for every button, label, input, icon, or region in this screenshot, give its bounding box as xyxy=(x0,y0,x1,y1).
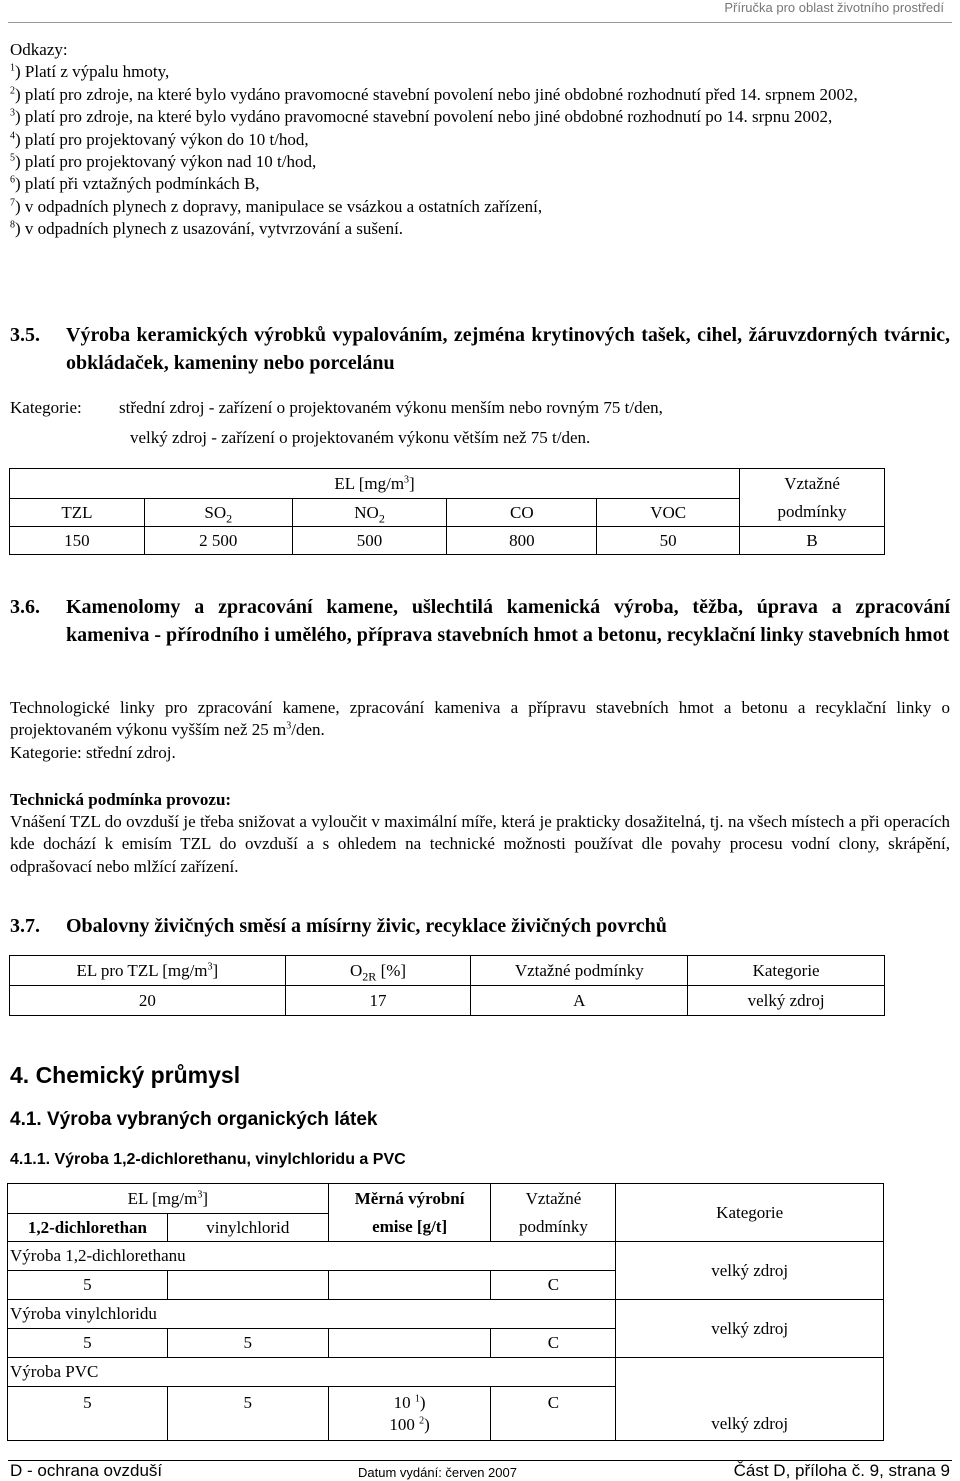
section-3-7-heading xyxy=(10,912,950,940)
chapter-4-heading: 4. Chemický průmysl xyxy=(10,1062,241,1088)
r1-dichlorethane: 5 xyxy=(8,1271,168,1300)
note-4: $^4$) platí pro projektovaný výkon do 10 t/hod, xyxy=(10,129,309,149)
r2-category: velký zdroj xyxy=(616,1300,884,1358)
r3-category: velký zdroj xyxy=(616,1358,884,1441)
r2-reference-conditions: C xyxy=(491,1329,616,1358)
col-voc: VOC xyxy=(597,499,740,527)
r1-specific-emission xyxy=(328,1271,491,1300)
note-2: $^2$) platí pro zdroje, na které bylo vydáno pravomocné stavební povolení nebo jiné obdobné rozhodnutí před 14. srpnem 2002, xyxy=(10,84,858,104)
col-no2: $NO_2$ xyxy=(292,499,447,527)
r1-reference-conditions: C xyxy=(491,1271,616,1300)
asphalt-limits-table xyxy=(9,955,885,1016)
specific-emission-header-bottom: emise [g/t] xyxy=(328,1214,491,1242)
specific-emission-header-top: Měrná výrobní xyxy=(328,1184,491,1214)
row-label-pvc: Výroba PVC xyxy=(8,1358,616,1387)
header-rule xyxy=(8,22,952,23)
el-header-cell: EL $[mg/m^3]$ xyxy=(8,1184,329,1214)
value-so2: 2 500 xyxy=(144,527,292,555)
value-voc: 50 xyxy=(597,527,740,555)
header-category: Kategorie xyxy=(688,956,885,986)
r3-dichlorethane: 5 xyxy=(8,1387,168,1441)
r1-category: velký zdroj xyxy=(616,1242,884,1300)
value-category: velký zdroj xyxy=(688,986,885,1016)
footer-date: Datum vydání: červen 2007 xyxy=(358,1465,517,1480)
col-so2: $SO_2$ xyxy=(144,499,292,527)
section-4-1-heading: 4.1. Výroba vybraných organických látek xyxy=(10,1109,378,1130)
r2-dichlorethane: 5 xyxy=(8,1329,168,1358)
section-3-6-paragraph: Technologické linky pro zpracování kamene, zpracování kameniva a přípravu stavebních hmot a betonu a recyklační linky o projektovaném výkonu vyšším než 25 $m^3$/den. xyxy=(10,698,950,740)
r2-vinylchloride: 5 xyxy=(167,1329,328,1358)
section-number: 3.6. xyxy=(10,596,40,618)
footer-page: Část D, příloha č. 9, strana 9 xyxy=(733,1461,950,1480)
technical-condition-heading: Technická podmínka provozu: xyxy=(10,790,232,809)
note-7: $^7$) v odpadních plynech z dopravy, manipulace se vsázkou a ostatních zařízení, xyxy=(10,196,543,216)
section-title: Kamenolomy a zpracování kamene, ušlechtilá kamenická výroba, těžba, úprava a zpracování kameniva - přírodního i umělého, příprava stavebních hmot a betonu, recyklační linky stavebních hmot xyxy=(66,596,950,646)
col-co: CO xyxy=(447,499,597,527)
r3-specific-emission: 10 $^1$) 100 $^2$) xyxy=(328,1387,491,1441)
col-dichlorethane: 1,2-dichlorethan xyxy=(8,1214,168,1242)
value-reference-conditions: A xyxy=(471,986,688,1016)
col-tzl: TZL xyxy=(10,499,145,527)
row-label-dichlorethane: Výroba 1,2-dichlorethanu xyxy=(8,1242,616,1271)
section-3-6-heading xyxy=(10,593,950,649)
el-header-cell: EL $[mg/m^3]$ xyxy=(10,469,740,499)
categories-label: Kategorie: xyxy=(10,398,82,417)
reference-conditions-header-bottom: podmínky xyxy=(740,499,885,527)
section-number: 3.5. xyxy=(10,324,40,346)
value-reference-conditions: B xyxy=(740,527,885,555)
col-vinylchloride: vinylchlorid xyxy=(167,1214,328,1242)
header-el-tzl: EL pro TZL $[mg/m^3]$ xyxy=(10,956,286,986)
section-number: 3.7. xyxy=(10,915,40,937)
running-header: Příručka pro oblast životního prostředí xyxy=(724,0,944,15)
categories-block xyxy=(10,393,950,453)
note-6: $^6$) platí při vztažných podmínkách B, xyxy=(10,174,260,194)
r2-specific-emission xyxy=(328,1329,491,1358)
note-3: $^3$) platí pro zdroje, na které bylo vydáno pravomocné stavební povolení nebo jiné obdobné rozhodnutí po 14. srpnu 2002, xyxy=(10,107,833,127)
value-tzl: 150 xyxy=(10,527,145,555)
section-3-5-heading xyxy=(10,321,950,377)
section-3-6-category: Kategorie: střední zdroj. xyxy=(10,743,176,762)
value-co: 800 xyxy=(447,527,597,555)
footer-left: D - ochrana ovzduší xyxy=(10,1461,163,1480)
notes-label: Odkazy: xyxy=(10,40,68,59)
categories-line-2: velký zdroj - zařízení o projektovaném výkonu větším než 75 t/den. xyxy=(130,428,591,447)
header-reference-conditions: Vztažné podmínky xyxy=(471,956,688,986)
reference-conditions-header-bottom: podmínky xyxy=(491,1214,616,1242)
r3-vinylchloride: 5 xyxy=(167,1387,328,1441)
value-no2: 500 xyxy=(292,527,447,555)
note-1: $^1$) Platí z výpalu hmoty, xyxy=(10,62,170,82)
notes-block xyxy=(10,39,950,241)
note-5: $^5$) platí pro projektovaný výkon nad 10 t/hod, xyxy=(10,152,317,172)
note-8: $^8$) v odpadních plynech z usazování, vytvrzování a sušení. xyxy=(10,219,404,239)
header-o2r: $O_{2R}$ [%] xyxy=(285,956,471,986)
organic-production-table xyxy=(7,1183,884,1441)
reference-conditions-header-top: Vztažné xyxy=(740,469,885,499)
r1-vinylchloride xyxy=(167,1271,328,1300)
r3-reference-conditions: C xyxy=(491,1387,616,1441)
value-el-tzl: 20 xyxy=(10,986,286,1016)
value-o2r: 17 xyxy=(285,986,471,1016)
section-title: Obalovny živičných směsí a mísírny živic, recyklace živičných povrchů xyxy=(66,915,667,937)
category-header: Kategorie xyxy=(616,1184,884,1242)
section-4-1-1-heading: 4.1.1. Výroba 1,2-dichlorethanu, vinylchloridu a PVC xyxy=(10,1151,406,1168)
ceramics-limits-table xyxy=(9,468,885,555)
reference-conditions-header-top: Vztažné xyxy=(491,1184,616,1214)
technical-condition-text: Vnášení TZL do ovzduší je třeba snižovat a vyloučit v maximální míře, která je prakticky dosažitelná, tj. na všech místech a při operacích kde dochází k emisím TZL do ovzduší a s ohledem na technické možnosti používat dle povahy procesu vodní clony, skrápění, odprašovací nebo mlžící zařízení. xyxy=(10,812,950,876)
categories-line-1: střední zdroj - zařízení o projektovaném výkonu menším nebo rovným 75 t/den, xyxy=(119,398,663,417)
section-title: Výroba keramických výrobků vypalováním, zejména krytinových tašek, cihel, žáruvzdorných tvárnic, obkládaček, kameniny nebo porcelánu xyxy=(66,324,950,374)
row-label-vinylchloride: Výroba vinylchloridu xyxy=(8,1300,616,1329)
